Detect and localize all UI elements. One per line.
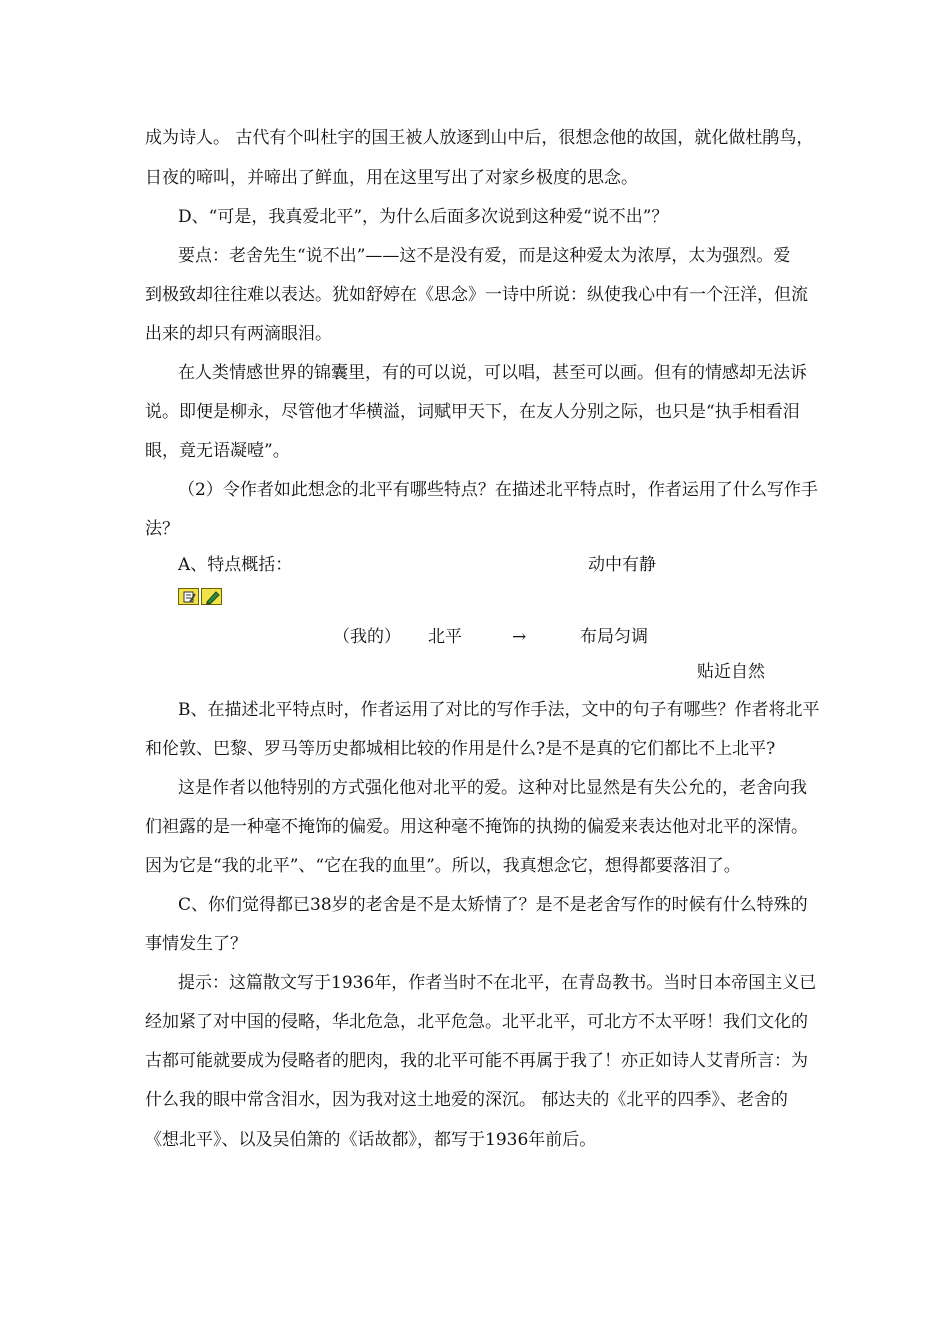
question-d: D、“可是，我真爱北平”，为什么后面多次说到这种爱“说不出”？: [178, 207, 669, 227]
text-line: 到极致却往往难以表达。犹如舒婷在《思念》一诗中所说：纵使我心中有一个汪洋，但流: [145, 285, 808, 305]
text-line: 这是作者以他特别的方式强化他对北平的爱。这种对比显然是有失公允的，老舍向我: [178, 778, 807, 798]
pencil-icon: [201, 588, 222, 605]
text-line: 什么我的眼中常含泪水，因为我对这土地爱的深沉。 郁达夫的《北平的四季》、老舍的: [145, 1090, 788, 1110]
toolbar-icons: [178, 588, 224, 606]
text-line: 法？: [145, 519, 179, 539]
text-line: 们袒露的是一种毫不掩饰的偏爱。用这种毫不掩饰的执拗的偏爱来表达他对北平的深情。: [145, 817, 808, 837]
text-line: 成为诗人。 古代有个叫杜宇的国王被人放逐到山中后，很想念他的故国，就化做杜鹃鸟，: [145, 128, 814, 148]
text-line: 事情发生了？: [145, 934, 247, 954]
text-line: 眼，竟无语凝噎”。: [145, 441, 290, 461]
text-line: 和伦敦、巴黎、罗马等历史都城相比较的作用是什么?是不是真的它们都比不上北平?: [145, 739, 776, 759]
question-c: C、你们觉得都已38岁的老舍是不是太矫情了？是不是老舍写作的时候有什么特殊的: [178, 895, 808, 915]
text-line: 要点：老舍先生“说不出”——这不是没有爱，而是这种爱太为浓厚，太为强烈。爱: [178, 246, 791, 266]
subject-beiping: 北平: [428, 627, 462, 647]
hint-line: 提示：这篇散文写于1936年，作者当时不在北平，在青岛教书。当时日本帝国主义已: [178, 973, 817, 993]
text-line: 在人类情感世界的锦囊里，有的可以说，可以唱，甚至可以画。但有的情感却无法诉: [178, 363, 807, 383]
arrow-icon: →: [512, 627, 527, 647]
text-line: 日夜的啼叫，并啼出了鲜血，用在这里写出了对家乡极度的思念。: [145, 168, 638, 188]
text-line: 说。即便是柳永，尽管他才华横溢，词赋甲天下，在友人分别之际，也只是“执手相看泪: [145, 402, 800, 422]
text-line: 出来的却只有两滴眼泪。: [145, 324, 332, 344]
text-line: 《想北平》、以及吴伯箫的《话故都》，都写于1936年前后。: [145, 1130, 597, 1150]
subject-prefix: （我的）: [333, 627, 401, 647]
feature-nature: 贴近自然: [697, 662, 765, 682]
feature-dynamic-static: 动中有静: [588, 555, 656, 575]
edit-icon: [178, 588, 199, 605]
features-heading: A、特点概括：: [178, 555, 293, 575]
feature-layout: 布局匀调: [580, 627, 648, 647]
text-line: 经加紧了对中国的侵略，华北危急，北平危急。北平北平，可北方不太平呀！我们文化的: [145, 1012, 808, 1032]
question-b: B、在描述北平特点时，作者运用了对比的写作手法，文中的句子有哪些？作者将北平: [178, 700, 820, 720]
text-line: 古都可能就要成为侵略者的肥肉，我的北平可能不再属于我了！亦正如诗人艾青所言：为: [145, 1051, 808, 1071]
question-2: （2）令作者如此想念的北平有哪些特点？在描述北平特点时，作者运用了什么写作手: [178, 480, 818, 500]
text-line: 因为它是“我的北平”、“它在我的血里”。所以，我真想念它，想得都要落泪了。: [145, 856, 741, 876]
